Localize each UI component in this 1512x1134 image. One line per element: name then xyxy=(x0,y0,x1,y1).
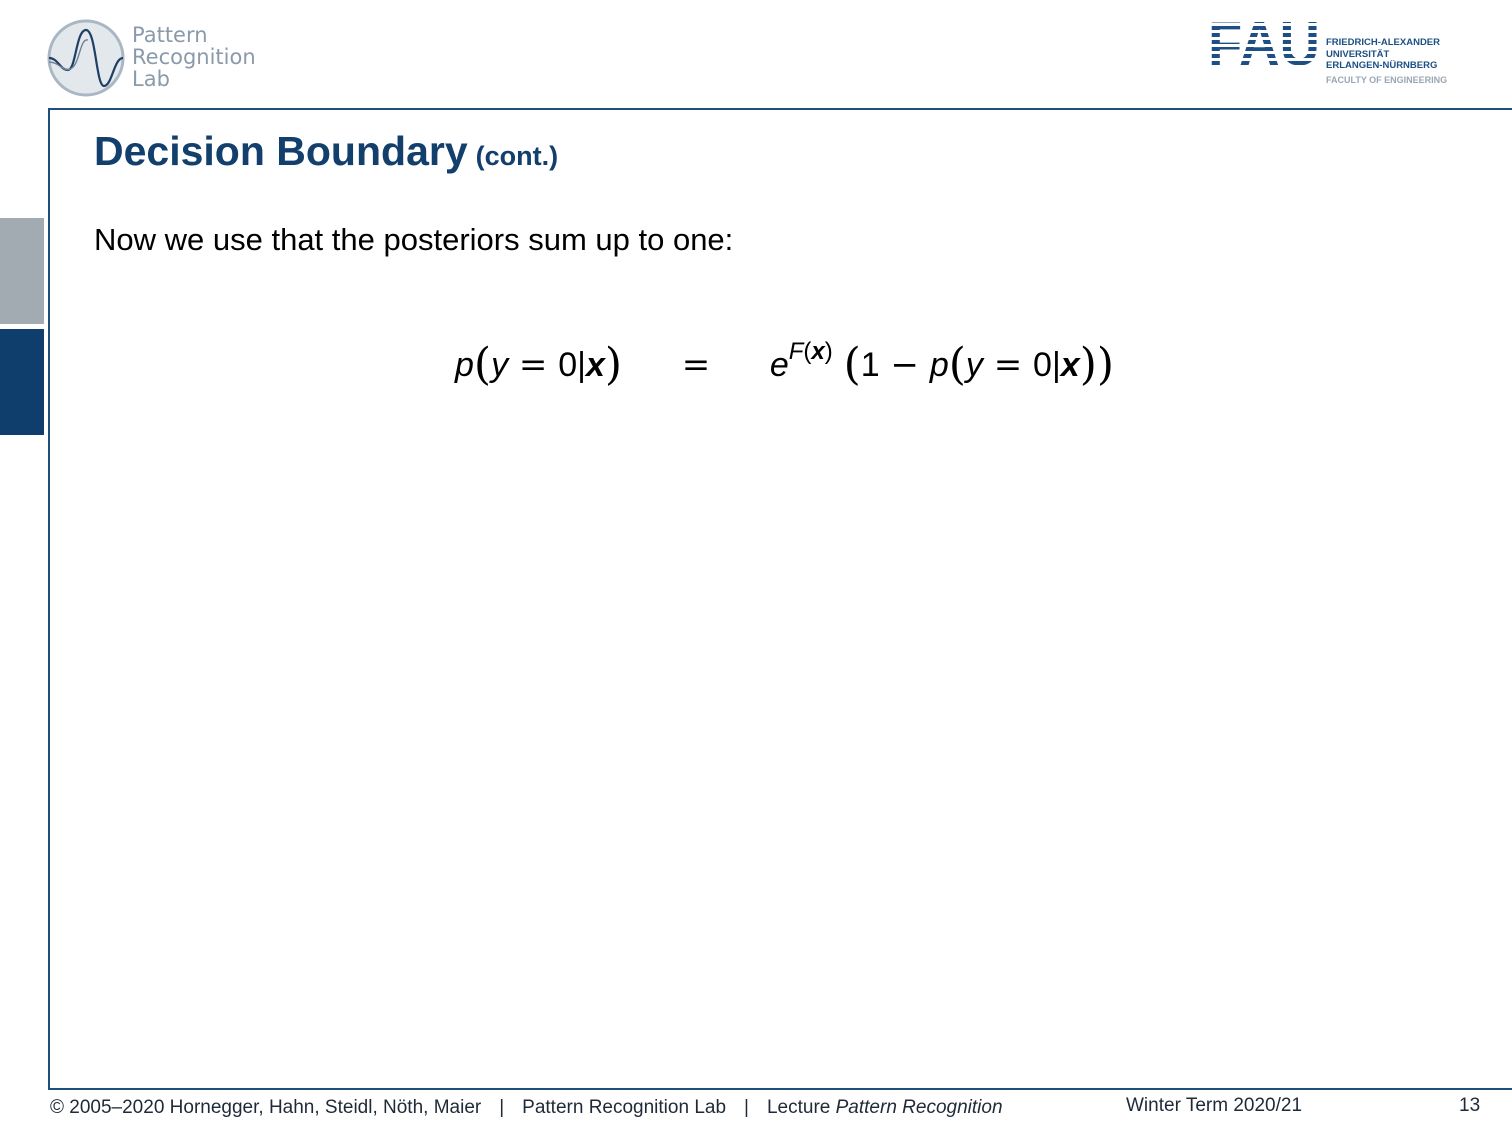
footer-copyright: © 2005–2020 Hornegger, Hahn, Steidl, Nöth, Maier xyxy=(50,1097,482,1118)
lab-logo-text xyxy=(132,24,256,90)
eq-rhs-x: x xyxy=(1060,346,1080,384)
eq-lhs-x: x xyxy=(585,346,605,384)
footer-separator: | xyxy=(744,1097,749,1118)
fau-name-line-2: UNIVERSITÄT xyxy=(1326,48,1390,60)
footer-lab: Pattern Recognition Lab xyxy=(522,1097,727,1118)
eq-lhs-bar: | xyxy=(577,346,586,384)
slide-title-main: Decision Boundary xyxy=(94,128,468,174)
frame-left-rule xyxy=(48,108,50,1090)
lab-logo-line-1: Pattern xyxy=(132,23,208,47)
footer-term: Winter Term 2020/21 xyxy=(1126,1095,1303,1116)
eq-close-paren: ) xyxy=(604,339,623,390)
side-section-tab-1[interactable] xyxy=(0,218,44,324)
slide-title xyxy=(94,128,558,175)
eq-rhs-inner-close-paren: ) xyxy=(1079,339,1097,390)
eq-rhs-one: 1 xyxy=(860,346,880,384)
fau-faculty: FACULTY OF ENGINEERING xyxy=(1326,75,1448,85)
footer-separator: | xyxy=(499,1097,505,1118)
footer-lecture-prefix: Lecture xyxy=(766,1097,831,1118)
fau-name-lines xyxy=(1326,37,1440,72)
eq-lhs-y: y xyxy=(491,346,509,384)
lab-logo-line-3: Lab xyxy=(132,67,170,91)
eq-rhs-zero: 0 xyxy=(1033,346,1052,384)
eq-rhs-exp-x: x xyxy=(811,338,825,365)
lab-logo-line-2: Recognition xyxy=(132,45,256,69)
footer-credits xyxy=(50,1097,1003,1119)
slide-title-suffix: (cont.) xyxy=(475,141,559,171)
eq-rhs-inner-open-paren: ( xyxy=(948,339,966,390)
page-number: 13 xyxy=(1459,1095,1481,1116)
frame-top-rule xyxy=(48,108,1512,110)
fau-name-line-1: FRIEDRICH-ALEXANDER xyxy=(1326,37,1440,48)
eq-exp-open-paren: ( xyxy=(803,338,812,365)
eq-rhs-open-paren: ( xyxy=(843,339,861,390)
eq-rhs-e: e xyxy=(769,346,789,384)
pattern-recognition-lab-logo xyxy=(46,18,286,100)
eq-rhs-bar: | xyxy=(1051,346,1061,384)
fau-striped-logo-icon xyxy=(1208,18,1320,68)
footer-lecture-name: Pattern Recognition xyxy=(835,1097,1003,1118)
slide-body-text: Now we use that the posteriors sum up to one: xyxy=(94,222,734,257)
eq-rhs-minus: − xyxy=(890,345,919,385)
posterior-equation xyxy=(455,336,1114,406)
eq-rhs-equals: = xyxy=(993,345,1023,385)
eq-rhs-close-paren: ) xyxy=(1096,339,1115,390)
eq-open-paren: ( xyxy=(473,339,492,390)
eq-exp-close-paren: ) xyxy=(824,338,833,365)
frame-bottom-rule xyxy=(48,1088,1512,1090)
eq-rhs-F: F xyxy=(788,338,804,365)
fau-university-logo xyxy=(1208,18,1468,90)
eq-rhs-y: y xyxy=(965,346,983,384)
eq-rhs-exponent xyxy=(789,337,833,365)
eq-lhs-equals: = xyxy=(518,345,548,385)
fau-name-line-3: ERLANGEN-NÜRNBERG xyxy=(1326,60,1438,71)
eq-lhs-p: p xyxy=(455,346,474,384)
eq-relation: = xyxy=(681,345,711,385)
eq-lhs-zero: 0 xyxy=(558,346,578,384)
eq-rhs-p: p xyxy=(929,346,949,384)
side-section-tab-2-active[interactable] xyxy=(0,329,44,435)
wave-circle-logo-icon xyxy=(46,18,126,98)
